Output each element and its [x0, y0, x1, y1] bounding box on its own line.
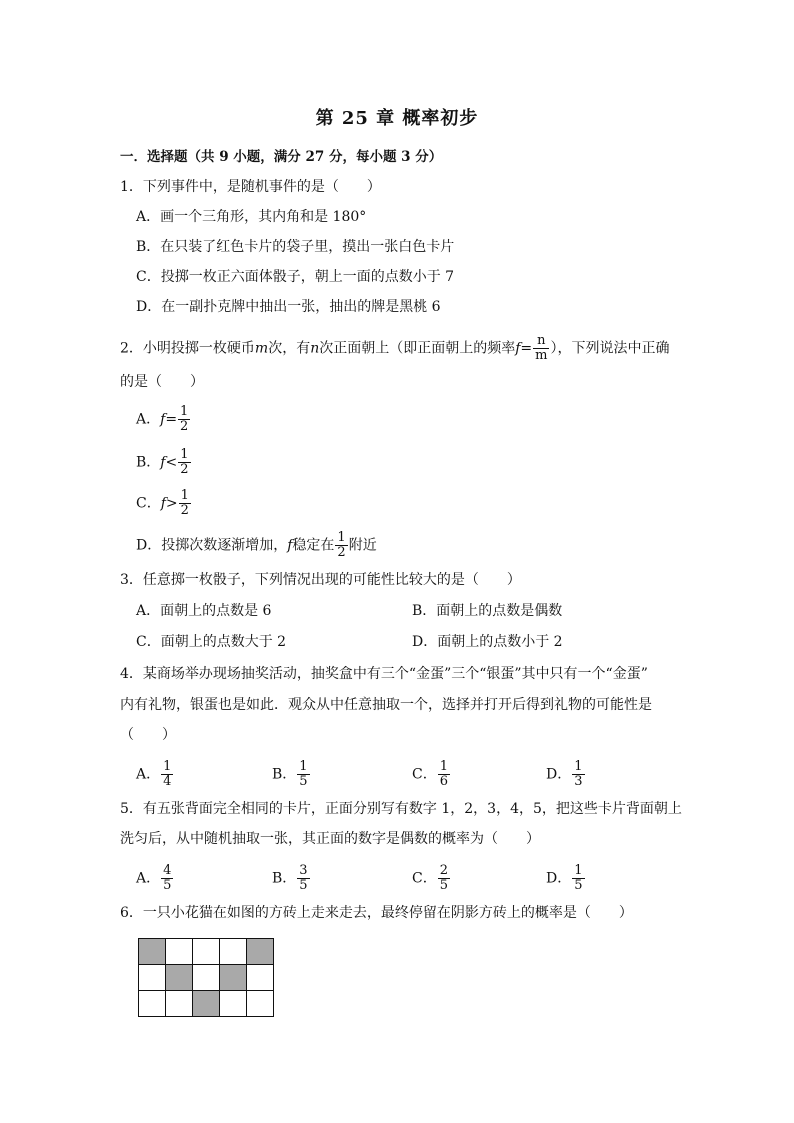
q1-option-b: B．在只装了红色卡片的袋子里，摸出一张白色卡片 [136, 239, 455, 255]
q4-option-c [412, 760, 451, 789]
option-label: C． [412, 870, 437, 887]
fraction-denominator: m [535, 348, 548, 363]
fraction [297, 760, 309, 789]
q3-option-b: B．面朝上的点数是偶数 [412, 603, 563, 619]
q4-stem-line3: （ ） [120, 727, 176, 743]
q4-option-a [136, 760, 174, 789]
option-text: 稳定在 [292, 537, 335, 554]
var-f: f [160, 495, 166, 512]
q2-stem-part: 次正面朝上（即正面朝上的频率 [319, 340, 516, 357]
relation: > [165, 495, 178, 512]
q2-stem-line1 [120, 334, 669, 363]
var-f: f [160, 454, 166, 471]
option-label: A． [136, 411, 161, 428]
fraction-numerator: 1 [439, 759, 448, 774]
q2-stem-part: ），下列说法中正确 [550, 340, 670, 357]
shaded-tile [193, 991, 220, 1017]
q5-option-d [546, 864, 586, 893]
option-label: C． [136, 495, 161, 512]
q5-stem-line1: 5．有五张背面完全相同的卡片，正面分别写有数字 1，2，3，4，5，把这些卡片背面朝上 [120, 801, 682, 817]
fraction [161, 760, 173, 789]
fraction [335, 531, 347, 560]
q2-stem-part: 2．小明投掷一枚硬币 [120, 340, 255, 357]
q2-option-b [136, 448, 192, 477]
q4-stem-line1: 4．某商场举办现场抽奖活动，抽奖盒中有三个“金蛋”三个“银蛋”其中只有一个“金蛋” [120, 666, 648, 682]
option-label: D． [546, 766, 572, 783]
fraction [297, 864, 309, 893]
q2-equals: = [520, 340, 533, 357]
plain-tile [247, 965, 274, 991]
q1-option-d: D．在一副扑克牌中抽出一张，抽出的牌是黑桃 6 [136, 299, 441, 315]
option-label: A． [136, 766, 161, 783]
fraction [178, 448, 190, 477]
fraction-numerator: 1 [180, 404, 189, 419]
fraction-numerator: 1 [337, 530, 346, 545]
q5-option-c [412, 864, 451, 893]
q4-option-b [272, 760, 311, 789]
var-f: f [287, 537, 293, 554]
section-heading: 一．选择题（共 9 小题，满分 27 分，每小题 3 分） [120, 149, 443, 165]
option-label: B． [272, 870, 297, 887]
fraction [161, 864, 173, 893]
fraction-denominator: 5 [299, 774, 308, 789]
q2-var-n: n [310, 340, 320, 357]
fraction-denominator: 5 [163, 878, 172, 893]
plain-tile [139, 991, 166, 1017]
tile-row [139, 939, 274, 965]
q2-option-d [136, 531, 377, 560]
q2-option-a [136, 405, 191, 434]
relation: = [165, 411, 178, 428]
fraction-denominator: 2 [180, 503, 189, 518]
tile-row [139, 991, 274, 1017]
q4-option-d [546, 760, 586, 789]
fraction-denominator: 2 [337, 545, 346, 560]
fraction-numerator: 4 [163, 863, 172, 878]
shaded-tile [139, 939, 166, 965]
q3-stem: 3．任意掷一枚骰子，下列情况出现的可能性比较大的是（ ） [120, 572, 521, 588]
q5-option-a [136, 864, 174, 893]
plain-tile [193, 965, 220, 991]
q6-stem: 6．一只小花猫在如图的方砖上走来走去，最终停留在阴影方砖上的概率是（ ） [120, 905, 633, 921]
q1-option-a: A．画一个三角形，其内角和是 180° [136, 209, 367, 225]
q1-stem: 1．下列事件中，是随机事件的是（ ） [120, 179, 381, 195]
fraction [179, 489, 191, 518]
plain-tile [166, 991, 193, 1017]
var-f: f [160, 411, 166, 428]
fraction-denominator: 2 [180, 462, 189, 477]
fraction-numerator: n [533, 334, 549, 349]
fraction-denominator: 2 [180, 419, 189, 434]
q3-option-a: A．面朝上的点数是 6 [136, 603, 272, 619]
relation: < [165, 454, 178, 471]
fraction [572, 760, 584, 789]
plain-tile [193, 939, 220, 965]
q3-option-c: C．面朝上的点数大于 2 [136, 634, 287, 650]
fraction [572, 864, 584, 893]
fraction-numerator: 2 [439, 863, 448, 878]
fraction-denominator: 6 [439, 774, 448, 789]
fraction-numerator: 1 [299, 759, 308, 774]
q2-var-m: m [254, 340, 269, 357]
shaded-tile [220, 965, 247, 991]
fraction [178, 405, 190, 434]
option-label: A． [136, 870, 161, 887]
option-label: C． [412, 766, 437, 783]
plain-tile [247, 991, 274, 1017]
option-label: D．投掷次数逐渐增加， [136, 537, 288, 554]
fraction-denominator: 4 [163, 774, 172, 789]
fraction-numerator: 1 [180, 488, 189, 503]
q4-stem-line2: 内有礼物，银蛋也是如此．观众从中任意抽取一个，选择并打开后得到礼物的可能性是 [120, 697, 652, 713]
tile-grid-figure [138, 938, 274, 1017]
shaded-tile [247, 939, 274, 965]
option-text: 附近 [348, 537, 377, 554]
q2-var-f: f [515, 340, 521, 357]
fraction-numerator: 1 [180, 447, 189, 462]
q2-stem-line2: 的是（ ） [120, 374, 204, 390]
fraction-denominator: 5 [574, 878, 583, 893]
fraction [438, 864, 450, 893]
option-label: B． [272, 766, 297, 783]
fraction [438, 760, 450, 789]
tile-row [139, 965, 274, 991]
fraction-numerator: 1 [574, 759, 583, 774]
fraction-numerator: 1 [163, 759, 172, 774]
q1-option-c: C．投掷一枚正六面体骰子，朝上一面的点数小于 7 [136, 269, 455, 285]
chapter-title: 第 25 章 概率初步 [315, 108, 479, 129]
fraction-denominator: 3 [574, 774, 583, 789]
q2-stem-part: 次，有 [268, 340, 311, 357]
fraction-numerator: 1 [574, 863, 583, 878]
plain-tile [139, 965, 166, 991]
q5-stem-line2: 洗匀后，从中随机抽取一张，其正面的数字是偶数的概率为（ ） [120, 831, 540, 847]
q2-option-c [136, 489, 192, 518]
fraction-numerator: 3 [299, 863, 308, 878]
q5-option-b [272, 864, 311, 893]
option-label: D． [546, 870, 572, 887]
fraction-denominator: 5 [299, 878, 308, 893]
option-label: B． [136, 454, 161, 471]
plain-tile [166, 939, 193, 965]
q3-option-d: D．面朝上的点数小于 2 [412, 634, 563, 650]
plain-tile [220, 939, 247, 965]
plain-tile [220, 991, 247, 1017]
q2-frequency-fraction [533, 334, 549, 363]
fraction-denominator: 5 [439, 878, 448, 893]
shaded-tile [166, 965, 193, 991]
